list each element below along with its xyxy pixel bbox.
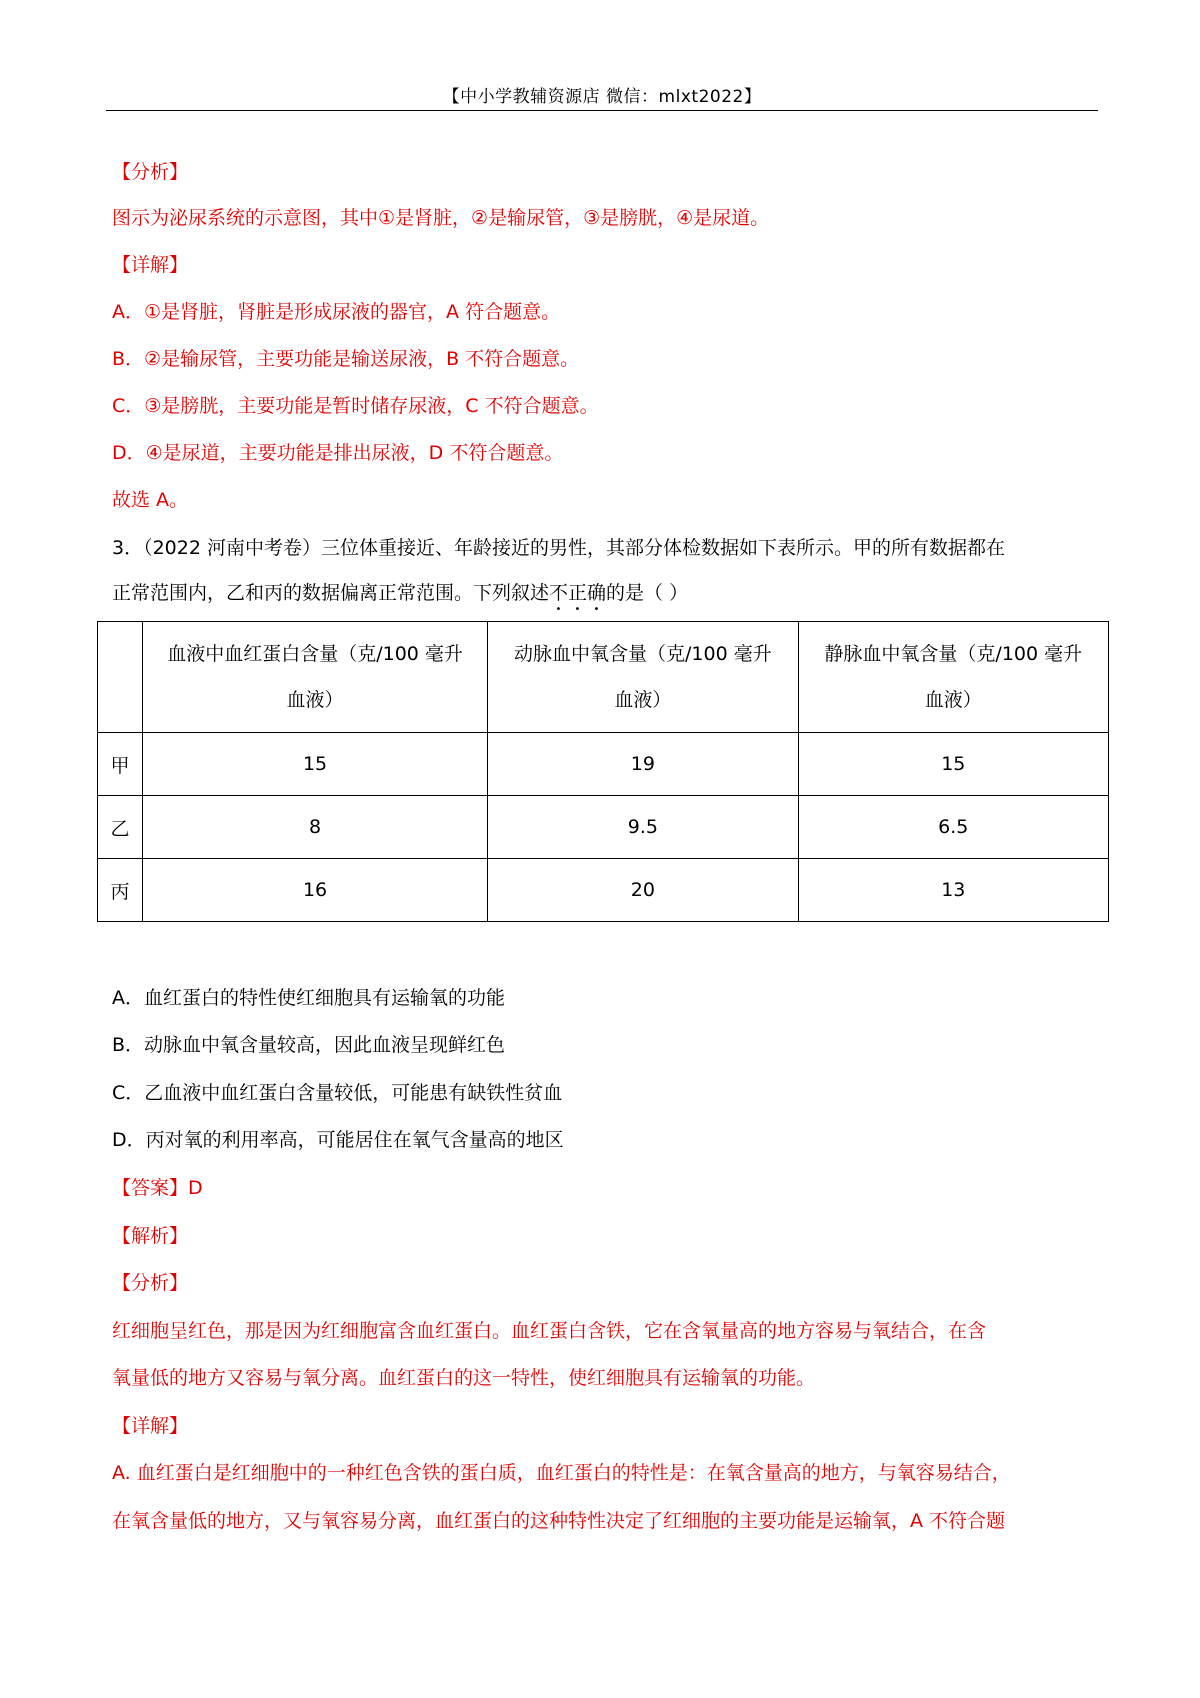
explanation-analysis-line-1: 红细胞呈红色，那是因为红细胞富含血红蛋白。血红蛋白含铁，它在含氧量高的地方容易与氧结合，在含 [112,1320,987,1342]
table-cell: 15 [798,733,1108,796]
table-cell: 16 [142,859,487,922]
detail-option-a: A．①是肾脏，肾脏是形成尿液的器官，A 符合题意。 [112,301,561,323]
table-cell: 8 [142,796,487,859]
answer-tag: 【答案】 [112,1177,189,1199]
stem-text: 正常范围内，乙和丙的数据偏离正常范围。下列叙述 [112,582,550,604]
detail-option-b: B．②是输尿管，主要功能是输送尿液，B 不符合题意。 [112,348,580,370]
table-cell: 13 [798,859,1108,922]
table-header-cell: 静脉血中氧含量（克/100 毫升 血液） [798,622,1108,733]
row-label: 丙 [98,859,143,922]
page-header: 【中小学教辅资源店 微信：mlxt2022】 [442,87,762,107]
table-cell: 9.5 [488,796,798,859]
table-row [98,859,1109,922]
question-stem-line-1: 3．（2022 河南中考卷）三位体重接近、年龄接近的男性，其部分体检数据如下表所示。甲的所有数据都在 [112,537,1005,559]
answer-line [112,1175,203,1201]
header-divider [106,110,1098,111]
explanation-detail-line-1: A. 血红蛋白是红细胞中的一种红色含铁的蛋白质，血红蛋白的特性是：在氧含量高的地方，与氧容易结合， [112,1462,1011,1484]
explanation-analysis-line-2: 氧量低的地方又容易与氧分离。血红蛋白的这一特性，使红细胞具有运输氧的功能。 [112,1367,816,1389]
analysis-tag: 【分析】 [112,161,189,183]
analysis-text: 图示为泌尿系统的示意图，其中①是肾脏，②是输尿管，③是膀胱，④是尿道。 [112,207,770,229]
answer-blank: 的是（ ） [606,582,689,604]
row-label: 乙 [98,796,143,859]
table-cell: 15 [142,733,487,796]
choice-d: D．丙对氧的利用率高，可能居住在氧气含量高的地区 [112,1129,564,1151]
data-table [97,621,1109,922]
choice-c: C．乙血液中血红蛋白含量较低，可能患有缺铁性贫血 [112,1082,563,1104]
table-row [98,796,1109,859]
answer-value: D [188,1177,203,1199]
table-header-row [98,622,1109,733]
explanation-detail-line-2: 在氧含量低的地方，又与氧容易分离，血红蛋白的这种特性决定了红细胞的主要功能是运输氧，A 不符合题 [112,1510,1006,1532]
choice-a: A．血红蛋白的特性使红细胞具有运输氧的功能 [112,987,505,1009]
detail-option-d: D．④是尿道，主要功能是排出尿液，D 不符合题意。 [112,442,564,464]
row-label: 甲 [98,733,143,796]
emphasized-text: 不正确 [549,582,607,604]
detail-tag: 【详解】 [112,254,189,276]
table-cell: 6.5 [798,796,1108,859]
choice-b: B．动脉血中氧含量较高，因此血液呈现鲜红色 [112,1034,506,1056]
question-stem-line-2 [112,580,688,615]
detail-option-c: C．③是膀胱，主要功能是暂时储存尿液，C 不符合题意。 [112,395,599,417]
table-cell: 20 [488,859,798,922]
explanation-tag: 【解析】 [112,1225,189,1247]
table-corner-cell [98,622,143,733]
explanation-analysis-tag: 【分析】 [112,1272,189,1294]
explanation-detail-tag: 【详解】 [112,1415,189,1437]
table-cell: 19 [488,733,798,796]
table-row [98,733,1109,796]
table-header-cell: 动脉血中氧含量（克/100 毫升 血液） [488,622,798,733]
conclusion: 故选 A。 [112,489,189,511]
table-header-cell: 血液中血红蛋白含量（克/100 毫升 血液） [142,622,487,733]
